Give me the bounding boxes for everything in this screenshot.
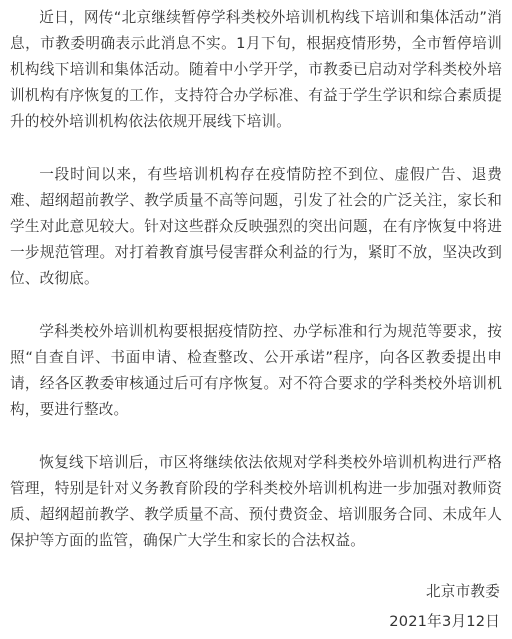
paragraph-1: 近日，网传“北京继续暂停学科类校外培训机构线下培训和集体活动”消息，市教委明确表示此消息不实。1月下旬，根据疫情形势，全市暂停培训机构线下培训和集体活动。随着中小学开学，市教委已启动对学科类校外培训机构有序恢复的工作，支持符合办学标准、有益于学生学识和综合素质提升的校外培训机构依法依规开展线下培训。 (10, 9, 502, 130)
paragraph-3: 学科类校外培训机构要根据疫情防控、办学标准和行为规范等要求，按照“自查自评、书面申请、检查整改、公开承诺”程序，向各区教委提出申请，经各区教委审核通过后可有序恢复。对不符合要求的学科类校外培训机构，要进行整改。 (10, 323, 502, 418)
signature-organization: 北京市教委 (426, 583, 500, 600)
signature-date: 2021年3月12日 (389, 613, 500, 630)
paragraph-4: 恢复线下培训后，市区将继续依法依规对学科类校外培训机构进行严格管理，特别是针对义务教育阶段的学科类校外培训机构进一步加强对教师资质、超纲超前教学、教学质量不高、预付费资金、培训服务合同、未成年人保护等方面的监管，确保广大学生和家长的合法权益。 (10, 454, 502, 549)
paragraph-2: 一段时间以来，有些培训机构存在疫情防控不到位、虚假广告、退费难、超纲超前教学、教学质量不高等问题，引发了社会的广泛关注，家长和学生对此意见较大。针对这些群众反映强烈的突出问题，在有序恢复中将进一步规范管理。对打着教育旗号侵害群众利益的行为，紧盯不放，坚决改到位、改彻底。 (10, 166, 502, 287)
